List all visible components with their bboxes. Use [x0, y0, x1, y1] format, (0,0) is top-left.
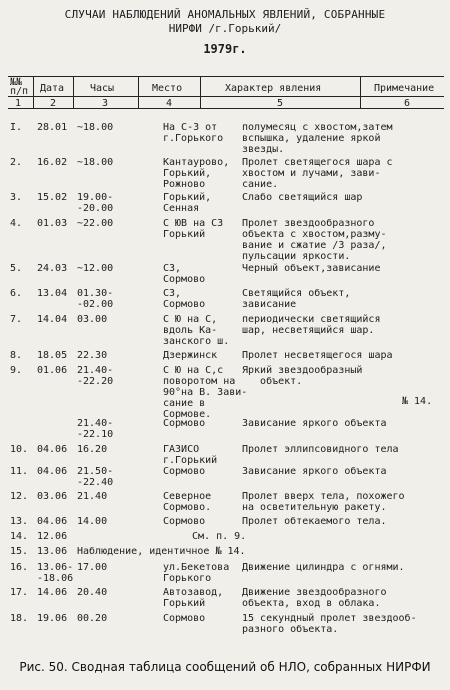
row-number: 8.: [10, 350, 23, 361]
row-number: 3.: [10, 192, 23, 203]
row-date: 13.06: [37, 546, 68, 557]
row-number: 6.: [10, 288, 23, 299]
row-number: 11.: [10, 466, 29, 477]
header-place: Место: [152, 83, 183, 94]
row-time: 21.40- -22.10: [77, 418, 114, 440]
row-note: № 14.: [402, 396, 433, 407]
row-time: 03.00: [77, 314, 108, 325]
column-divider: [200, 76, 201, 108]
row-character: Слабо светящийся шар: [242, 192, 363, 203]
row-character: Пролет несветящегося шара: [242, 350, 393, 361]
row-time: 21.50- -22.40: [77, 466, 114, 488]
row-number: 13.: [10, 516, 29, 527]
row-number: 17.: [10, 587, 29, 598]
row-time: 21.40- -22.20: [77, 365, 114, 387]
row-date: 14.06: [37, 587, 68, 598]
column-number: 1: [15, 98, 22, 109]
row-place: Сормово: [163, 516, 206, 527]
row-time: 21.40: [77, 491, 108, 502]
row-character: Зависание яркого объекта: [242, 466, 387, 477]
row-number: 7.: [10, 314, 23, 325]
row-character: Светящийся объект, зависание: [242, 288, 351, 310]
row-character: Движение звездообразного объекта, вход в облака.: [242, 587, 387, 609]
row-character: Черный объект,зависание: [242, 263, 381, 274]
row-number: 18.: [10, 613, 29, 624]
row-character: периодически светящийся шар, несветящийся шар.: [242, 314, 381, 336]
column-number: 2: [50, 98, 57, 109]
column-divider: [360, 76, 361, 108]
row-time: ~12.00: [77, 263, 114, 274]
row-date: 01.03: [37, 218, 68, 229]
row-place: Автозавод, Горький: [163, 587, 224, 609]
row-number: 5.: [10, 263, 23, 274]
header-note: Примечание: [374, 83, 435, 94]
row-place: ГАЗИСО г.Горький: [163, 444, 218, 466]
row-place: СЗ, Сормово: [163, 288, 206, 310]
row-time: ~18.00: [77, 122, 114, 133]
row-date: 12.06: [37, 531, 68, 542]
header-no: №№ п/п: [10, 77, 29, 97]
header-time: Часы: [90, 83, 115, 94]
header-character: Характер явления: [225, 83, 322, 94]
row-character: Пролет светящегося шара с хвостом и лучами, зави- сание.: [242, 157, 393, 190]
row-place: Кантаурово, Горький, Рожново: [163, 157, 230, 190]
column-number: 6: [404, 98, 411, 109]
row-date: 04.06: [37, 516, 68, 527]
row-date: 04.06: [37, 466, 68, 477]
row-place: Сормово: [163, 466, 206, 477]
row-date: 04.06: [37, 444, 68, 455]
row-time: 14.00: [77, 516, 108, 527]
row-place: Дзержинск: [163, 350, 218, 361]
row-date: 13.06- -18.06: [37, 562, 74, 584]
row-character: Пролет эллипсовидного тела: [242, 444, 399, 455]
row-date: 19.06: [37, 613, 68, 624]
row-place: СЗ, Сормово: [163, 263, 206, 285]
row-place: ул.Бекетова Горького: [163, 562, 230, 584]
row-time: 00.20: [77, 613, 108, 624]
document-title: СЛУЧАИ НАБЛЮДЕНИЙ АНОМАЛЬНЫХ ЯВЛЕНИЙ, СОБРАННЫЕ: [64, 8, 386, 21]
row-date: 13.04: [37, 288, 68, 299]
table-numbers-rule: [8, 108, 444, 109]
row-time: 19.00- -20.00: [77, 192, 114, 214]
row-date: 15.02: [37, 192, 68, 203]
row-place: С Ю на С, вдоль Ка- занского ш.: [163, 314, 230, 347]
column-number: 3: [102, 98, 109, 109]
header-date: Дата: [40, 83, 65, 94]
row-date: 16.02: [37, 157, 68, 168]
row-character: Пролет обтекаемого тела.: [242, 516, 387, 527]
row-character: полумесяц с хвостом,затем вспышка, удаление яркой звезды.: [242, 122, 393, 155]
row-time: 16.20: [77, 444, 108, 455]
row-date: 28.01: [37, 122, 68, 133]
row-time: 22.30: [77, 350, 108, 361]
row-place: Наблюдение, идентичное № 14.: [77, 546, 246, 557]
row-place: С ЮВ на СЗ Горький: [163, 218, 224, 240]
row-number: 10.: [10, 444, 29, 455]
row-date: 01.06: [37, 365, 68, 376]
row-number: 4.: [10, 218, 23, 229]
row-number: 12.: [10, 491, 29, 502]
row-date: 24.03: [37, 263, 68, 274]
row-number: I.: [10, 122, 23, 133]
figure-caption: Рис. 50. Сводная таблица сообщений об НЛО, собранных НИРФИ: [19, 660, 431, 674]
row-place: Горький, Сенная: [163, 192, 212, 214]
row-time: ~18.00: [77, 157, 114, 168]
row-date: 03.06: [37, 491, 68, 502]
row-number: 14.: [10, 531, 29, 542]
row-number: 15.: [10, 546, 29, 557]
row-number: 2.: [10, 157, 23, 168]
row-time: 20.40: [77, 587, 108, 598]
column-number: 4: [166, 98, 173, 109]
row-number: 9.: [10, 365, 23, 376]
row-time: 17.00: [77, 562, 108, 573]
row-place: Северное Сормово.: [163, 491, 212, 513]
row-place: С Ю на С,с поворотом на 90°на В. Зави- сание в Сормове.: [163, 365, 248, 420]
column-number: 5: [277, 98, 284, 109]
row-time: 01.30- -02.00: [77, 288, 114, 310]
row-place: Сормово: [163, 418, 206, 429]
row-time: ~22.00: [77, 218, 114, 229]
row-character: Яркий звездообразный объект.: [242, 365, 363, 387]
column-divider: [73, 76, 74, 108]
document-subtitle: НИРФИ /г.Горький/: [168, 22, 282, 35]
row-date: 18.05: [37, 350, 68, 361]
document-year: 1979г.: [203, 42, 247, 56]
column-divider: [138, 76, 139, 108]
row-character: Движение цилиндра с огнями.: [242, 562, 405, 573]
row-character: Пролет вверх тела, похожего на осветительную ракету.: [242, 491, 405, 513]
row-place: На С-З от г.Горького: [163, 122, 224, 144]
row-character: 15 секундный пролет звездооб- разного объекта.: [242, 613, 417, 635]
row-date: 14.04: [37, 314, 68, 325]
row-place: Сормово: [163, 613, 206, 624]
row-number: 16.: [10, 562, 29, 573]
row-character: Зависание яркого объекта: [242, 418, 387, 429]
row-character: См. п. 9.: [192, 531, 247, 542]
row-character: Пролет звездообразного объекта с хвостом,разму- вание и сжатие /3 раза/, пульсации яркости.: [242, 218, 387, 262]
column-divider: [33, 76, 34, 108]
